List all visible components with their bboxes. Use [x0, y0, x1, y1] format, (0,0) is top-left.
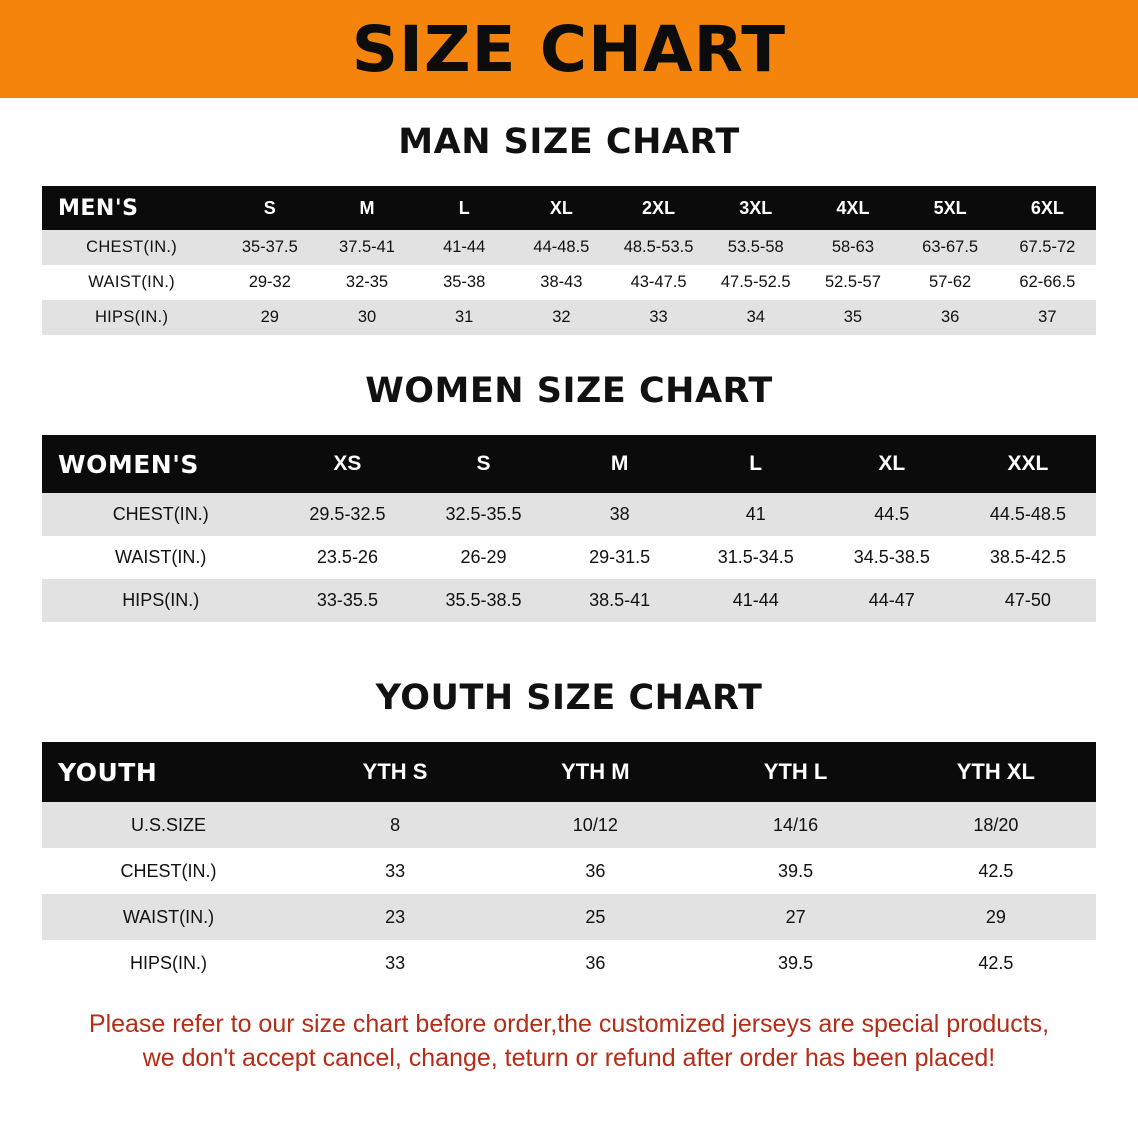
- man-cell: 34: [707, 300, 804, 335]
- table-row: [42, 802, 1096, 848]
- man-size-table: [42, 186, 1096, 335]
- youth-cell: 42.5: [896, 848, 1096, 894]
- man-cell: 29: [221, 300, 318, 335]
- women-col-header: M: [552, 435, 688, 493]
- man-cell: 63-67.5: [902, 230, 999, 265]
- man-cell: 35-37.5: [221, 230, 318, 265]
- youth-col-header: YTH M: [495, 742, 695, 802]
- women-cell: 44.5-48.5: [960, 493, 1096, 536]
- women-cell: 34.5-38.5: [824, 536, 960, 579]
- man-col-header: M: [318, 186, 415, 230]
- youth-cell: 27: [695, 894, 895, 940]
- man-row-label: HIPS(IN.): [42, 300, 221, 335]
- women-size-table: [42, 435, 1096, 622]
- youth-cell: 39.5: [695, 940, 895, 986]
- women-table-body: [42, 493, 1096, 622]
- women-col-header: XS: [279, 435, 415, 493]
- youth-cell: 33: [295, 848, 495, 894]
- man-cell: 48.5-53.5: [610, 230, 707, 265]
- youth-cell: 23: [295, 894, 495, 940]
- man-cell: 31: [416, 300, 513, 335]
- table-row: [42, 894, 1096, 940]
- man-col-header: 6XL: [999, 186, 1096, 230]
- man-cell: 53.5-58: [707, 230, 804, 265]
- youth-table-head: [42, 742, 1096, 802]
- women-cell: 23.5-26: [279, 536, 415, 579]
- women-cell: 47-50: [960, 579, 1096, 622]
- man-cell: 43-47.5: [610, 265, 707, 300]
- youth-col-header: YTH S: [295, 742, 495, 802]
- man-cell: 41-44: [416, 230, 513, 265]
- women-col-header: L: [688, 435, 824, 493]
- man-table-wrapper: [42, 186, 1096, 335]
- youth-row-label: HIPS(IN.): [42, 940, 295, 986]
- women-cell: 29.5-32.5: [279, 493, 415, 536]
- man-cell: 32: [513, 300, 610, 335]
- youth-table-body: [42, 802, 1096, 986]
- man-cell: 37.5-41: [318, 230, 415, 265]
- women-cell: 35.5-38.5: [415, 579, 551, 622]
- man-corner-label: MEN'S: [42, 186, 221, 230]
- youth-size-table: [42, 742, 1096, 986]
- man-cell: 35-38: [416, 265, 513, 300]
- youth-cell: 29: [896, 894, 1096, 940]
- man-cell: 35: [804, 300, 901, 335]
- man-section-heading: MAN SIZE CHART: [398, 122, 740, 162]
- youth-cell: 14/16: [695, 802, 895, 848]
- youth-cell: 8: [295, 802, 495, 848]
- table-row: [42, 230, 1096, 265]
- youth-header-row: [42, 742, 1096, 802]
- youth-col-header: YTH L: [695, 742, 895, 802]
- youth-col-header: YTH XL: [896, 742, 1096, 802]
- banner: [0, 0, 1138, 98]
- man-cell: 58-63: [804, 230, 901, 265]
- policy-note-line-1: Please refer to our size chart before order,the customized jerseys are special products,: [88, 1010, 1050, 1038]
- youth-corner-label: YOUTH: [42, 742, 295, 802]
- women-cell: 33-35.5: [279, 579, 415, 622]
- policy-note: [34, 1008, 1104, 1076]
- women-cell: 26-29: [415, 536, 551, 579]
- man-col-header: 5XL: [902, 186, 999, 230]
- man-cell: 62-66.5: [999, 265, 1096, 300]
- man-cell: 57-62: [902, 265, 999, 300]
- man-table-body: [42, 230, 1096, 335]
- man-cell: 30: [318, 300, 415, 335]
- table-row: [42, 536, 1096, 579]
- man-cell: 36: [902, 300, 999, 335]
- man-header-row: [42, 186, 1096, 230]
- youth-cell: 18/20: [896, 802, 1096, 848]
- man-table-head: [42, 186, 1096, 230]
- man-col-header: S: [221, 186, 318, 230]
- women-row-label: CHEST(IN.): [42, 493, 279, 536]
- women-table-head: [42, 435, 1096, 493]
- man-cell: 67.5-72: [999, 230, 1096, 265]
- youth-cell: 25: [495, 894, 695, 940]
- women-cell: 31.5-34.5: [688, 536, 824, 579]
- youth-cell: 33: [295, 940, 495, 986]
- women-cell: 44-47: [824, 579, 960, 622]
- man-cell: 33: [610, 300, 707, 335]
- table-row: [42, 300, 1096, 335]
- man-col-header: L: [416, 186, 513, 230]
- women-col-header: XXL: [960, 435, 1096, 493]
- youth-cell: 36: [495, 848, 695, 894]
- youth-cell: 10/12: [495, 802, 695, 848]
- women-cell: 44.5: [824, 493, 960, 536]
- table-row: [42, 265, 1096, 300]
- man-col-header: XL: [513, 186, 610, 230]
- table-row: [42, 940, 1096, 986]
- youth-section-heading: YOUTH SIZE CHART: [375, 678, 763, 718]
- youth-row-label: WAIST(IN.): [42, 894, 295, 940]
- banner-title: SIZE CHART: [351, 12, 787, 86]
- women-corner-label: WOMEN'S: [42, 435, 279, 493]
- man-col-header: 3XL: [707, 186, 804, 230]
- youth-row-label: U.S.SIZE: [42, 802, 295, 848]
- man-cell: 44-48.5: [513, 230, 610, 265]
- youth-row-label: CHEST(IN.): [42, 848, 295, 894]
- women-section-heading: WOMEN SIZE CHART: [365, 371, 773, 411]
- women-cell: 38: [552, 493, 688, 536]
- women-cell: 29-31.5: [552, 536, 688, 579]
- man-cell: 47.5-52.5: [707, 265, 804, 300]
- man-cell: 52.5-57: [804, 265, 901, 300]
- women-cell: 32.5-35.5: [415, 493, 551, 536]
- youth-cell: 42.5: [896, 940, 1096, 986]
- table-row: [42, 493, 1096, 536]
- women-cell: 38.5-42.5: [960, 536, 1096, 579]
- women-cell: 41-44: [688, 579, 824, 622]
- women-table-wrapper: [42, 435, 1096, 622]
- man-col-header: 4XL: [804, 186, 901, 230]
- policy-note-line-2: we don't accept cancel, change, teturn or refund after order has been placed!: [142, 1043, 996, 1072]
- women-cell: 41: [688, 493, 824, 536]
- man-col-header: 2XL: [610, 186, 707, 230]
- table-row: [42, 579, 1096, 622]
- man-cell: 32-35: [318, 265, 415, 300]
- youth-table-wrapper: [42, 742, 1096, 986]
- man-row-label: WAIST(IN.): [42, 265, 221, 300]
- youth-cell: 36: [495, 940, 695, 986]
- women-row-label: HIPS(IN.): [42, 579, 279, 622]
- women-col-header: XL: [824, 435, 960, 493]
- women-cell: 38.5-41: [552, 579, 688, 622]
- man-cell: 37: [999, 300, 1096, 335]
- table-row: [42, 848, 1096, 894]
- women-col-header: S: [415, 435, 551, 493]
- women-header-row: [42, 435, 1096, 493]
- man-row-label: CHEST(IN.): [42, 230, 221, 265]
- man-cell: 29-32: [221, 265, 318, 300]
- man-cell: 38-43: [513, 265, 610, 300]
- youth-cell: 39.5: [695, 848, 895, 894]
- women-row-label: WAIST(IN.): [42, 536, 279, 579]
